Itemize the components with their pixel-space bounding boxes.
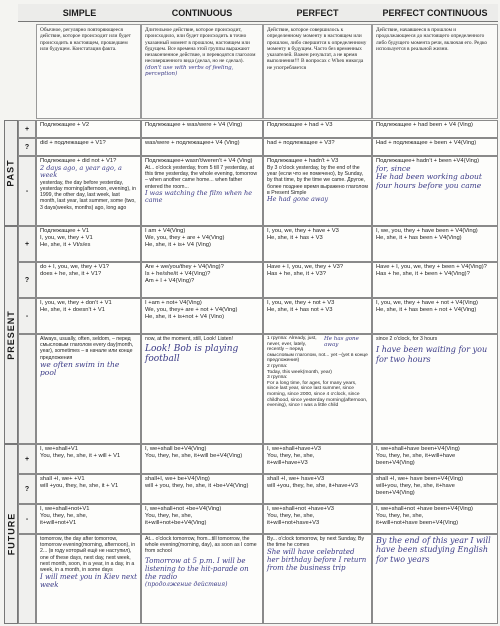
present-perfect-question: Have + I, you, we, they + V3? Has + he, she, it + V3? [263,262,372,298]
present-perfect-continuous-minus: I, you, we, they + have + not + V4(Ving) He, she, it + has been + not + V4(Ving) [372,298,498,334]
tense-label-future-text: FUTURE [6,512,16,556]
present-continuous-minus: I +am + not+ V4(Ving) We, you, they+ are + not + V4(Ving) He, she, it + is+not + V4 (Vino) [141,298,263,334]
present-perfect-continuous-handwriting: I have been waiting for you for two hours [376,345,488,364]
past-simple-handwriting: 2 days ago, a year ago, a week [40,164,122,180]
header-continuous: CONTINUOUS [141,4,263,22]
future-perfect-plus: I, we+shall+have+V3 You, they, he, she, it+will+have+V3 [263,444,372,474]
present-simple-plus: Подлежащее + V1 I, you, we, they + V1 He, she, it + Vt/s/es [36,226,141,262]
sign-future-question: ? [18,474,36,504]
description-perfect: Действие, которое совершилось к определенному моменту в настоящем или прошлом, либо свершится к определенному моменту в будущем. Часто без временных указателей. Важен результат, а не время выполнения!!! В вопросах с When никогда не употребляется [263,24,372,119]
past-perfect-plus: Подлежащее + had + V3 [263,120,372,138]
tense-label-present [4,226,18,444]
tense-label-past [4,120,18,226]
description-continuous [141,24,263,119]
present-perfect-continuous-question: Have + I, you, we, they + been + V4(Ving)? Has + he, she, it + been + V4(Ving)? [372,262,498,298]
future-continuous-minus: I, we+shall+not +be+V4(Ving) You, they, he, she, it+will+not+be+V4(Ving) [141,504,263,534]
present-perfect-minus: I, you, we, they + not + V3 He, she, it + has not + V3 [263,298,372,334]
past-perfect-handwriting: He had gone away [267,195,329,204]
sign-present-question: ? [18,262,36,298]
past-perfect-minus-markers [263,156,372,226]
present-perfect-continuous-markers: since 2 o'clock, for 3 hours [376,336,438,342]
past-perfect-question: had + подлежащее + V3? [263,138,372,156]
sign-past-minus: - [18,156,36,226]
past-perfect-continuous-question: Had + подлежащее + been + V4(Ving) [372,138,498,156]
description-simple: Обычное, регулярно повторяющееся действие, которое происходит или будет происходить в настоящем, прошедшем или будущем. Констатация факта. [36,24,141,119]
future-simple-markers: tomorrow, the day after tomorrow, tomorrow evening(morning, afternoon), in 2... (в году который ещё не наступил), one of these days, next day, next week, next month, soon, in a year, in a day, in a week, in a month, in some days [40,536,136,574]
description-continuous-text: Длительное действие, которое происходит, происходило, или будет происходить в точно указанный момент в прошлом, настоящем или будущем. Все времена этой группы выражают незаконченное действие, и переводятся глаголом несовершенного вида (делал, но не сделал). [145,27,256,65]
past-perfect-minus: Подлежащее + hadn't + V3 [267,158,339,164]
present-continuous-handwriting: Look! Bob is playing football [145,344,239,365]
tense-label-future [4,444,18,624]
present-simple-minus: I, you, we, they + don't + V1 He, she, it + doesn't + V1 [36,298,141,334]
past-simple-markers: yesterday, the day before yesterday, yesterday morning(afternoon, evening), in 1999, the other day, last week, last month, last year, last summer, some (two, 3 days(weeks, months) ago, long ago [40,179,137,211]
future-perfect-continuous-markers-cell [372,534,498,624]
future-perfect-continuous-plus: I, we+shall+have been+V4(Ving) You, they, he, she, it+will+have been+V4(Ving) [372,444,498,474]
present-continuous-markers: now, at the moment, still, Look! Listen! [145,336,233,342]
future-perfect-handwriting: She will have celebrated her birthday before I return from the business trip [267,548,367,573]
sign-present-minus: - [18,298,36,334]
past-perfect-continuous-handwriting: for, since He had been working about four hours before you came [376,164,482,190]
future-perfect-continuous-minus: I, we+shall+not +have been+V4(Ving) You, they, he, she, it+will+not+have been+V4(Ving) [372,504,498,534]
future-perfect-question: shall +I, we+ have+V3 will +you, they, he, she, it+have+V3 [263,474,372,504]
future-simple-question: shall +I, we+ +V1 will +you, they, he, she, it + V1 [36,474,141,504]
present-perfect-plus: I, you, we, they + have + V3 He, she, it + has + V3 [263,226,372,262]
present-continuous-question: Are + we/you/they + V4(Ving)? Is + he/she/it + V4(Ving)? Am + I + V4(Ving)? [141,262,263,298]
past-continuous-markers: At... o'clock yesterday, from 5 till 7 yesterday, at this time yesterday, the whole evening, tomorrow – when another came home... when father entered the room... [145,165,258,190]
sign-future-plus: + [18,444,36,474]
past-simple-plus: Подлежащее + V2 [36,120,141,138]
past-perfect-continuous-plus: Подлежащее + had been + V4 (Ving) [372,120,498,138]
tense-label-past-text: PAST [6,159,16,187]
description-continuous-note: (don't use with verbs of feeling, perception) [145,64,234,77]
sign-present-markers [18,334,36,444]
tense-label-present-text: PRESENT [6,310,17,360]
future-perfect-markers-cell [263,534,372,624]
future-simple-minus: I, we+shall+not+V1 You, they, he, she, it+will+not+V1 [36,504,141,534]
present-simple-question: do + I, you, we, they + V1? does + he, she, it + V1? [36,262,141,298]
past-continuous-minus-markers [141,156,263,226]
header-simple: SIMPLE [18,4,141,22]
future-simple-plus: I, we+shall+V1 You, they, he, she, it + will + V1 [36,444,141,474]
past-continuous-plus: Подлежащее + was/were + V4 (Ving) [141,120,263,138]
present-perfect-markers: 1 группа: Already, just, never, ever, lately, recently – перед смысловым глаголом, not... yet –(yet в конце предложения) 2 группа: Today, this week(month, year) 3 группа: For a long time, for ages, for many years, since last year, since last summer, since morning, since 2000, since 4 o'clock, since childhood, since yesterday morning(afternoon, evening), since I was a little child [267,336,368,409]
future-continuous-question: shall+I, we+ be+V4(Ving) will + you, they, he, she, it +be+V4(Ving) [141,474,263,504]
sign-present-plus: + [18,226,36,262]
description-perfect-continuous: Действие, начавшееся в прошлом и продолжающееся до настоящего определенного либо будущего момента речи, включая его. Редко используется в реальной жизни. [372,24,498,119]
past-simple-minus-markers [36,156,141,226]
future-continuous-handwriting: Tomorrow at 5 p.m. I will be listening to the hit-parade on the radio [145,556,249,581]
present-simple-markers: Always, usually, often, seldom, – перед смысловым глаголом every day(month, year), sometimes – в начале или конце предложения [40,336,134,361]
sign-future-minus: - [18,504,36,534]
future-continuous-markers: At... o'clock tomorrow, from...till tomorrow, the whole evening(morning, day), as soon as I come from school [145,536,257,555]
present-simple-handwriting: we often swim in the pool [40,359,120,378]
future-perfect-continuous-question: shall +I, we+ have been+V4(Ving) will+you, they, he, she, it+have been+V4(Ving) [372,474,498,504]
future-continuous-note: (продолжение действия) [145,580,228,588]
present-perfect-markers-cell [263,334,372,444]
future-simple-handwriting: I will meet you in Kiev next week [40,573,137,590]
past-perfect-continuous-minus: Подлежащее+ hadn't + been +V4(Ving) [376,158,479,164]
present-perfect-continuous-plus: I, we, you, they + have been + V4(Ving) He, she, it + has been + V4(Ving) [372,226,498,262]
present-perfect-continuous-markers-cell [372,334,498,444]
past-perfect-continuous-minus-markers [372,156,498,226]
sign-past-question: ? [18,138,36,156]
past-continuous-minus: Подлежащее+ wasn't/weren't + V4 (Ving) [145,158,253,164]
header-perfect: PERFECT [263,4,372,22]
future-simple-markers-cell [36,534,141,624]
future-perfect-minus: I, we+shall+not +have+V3 You, they, he, she, it+will+not+have+V3 [263,504,372,534]
past-perfect-markers: By 3 o'clock yesterday, by the end of the year (если что не помечено), by Sunday, by that time, by the time we came. Другое, более позднее время выражено глаголом в Present Simple [267,165,368,196]
future-perfect-markers: By... o'clock tomorrow, by next Sunday, By the time he comes [267,536,365,549]
past-continuous-question: was/were + подлежащее+ V4 (Ving) [141,138,263,156]
future-continuous-markers-cell [141,534,263,624]
future-perfect-continuous-handwriting: By the end of this year I will have been studying English for two years [376,536,491,564]
future-continuous-plus: I, we+shall be+V4(Ving) You, they, he, she, it+will be+V4(Ving) [141,444,263,474]
present-perfect-handwriting: He has gone away [324,336,359,348]
header-perfect-continuous: PERFECT CONTINUOUS [372,4,498,22]
present-continuous-plus: I am + V4(Ving) We, you, they + are + V4(Ving) He, she, it + is+ V4 (Ving) [141,226,263,262]
present-simple-markers-cell [36,334,141,444]
sign-past-plus: + [18,120,36,138]
present-continuous-markers-cell [141,334,263,444]
past-simple-minus: Подлежащее + did not + V1? [40,158,117,164]
past-continuous-handwriting: I was watching the film when he came [145,188,253,205]
past-simple-question: did + подлежащее + V1? [36,138,141,156]
sign-future-markers [18,534,36,624]
